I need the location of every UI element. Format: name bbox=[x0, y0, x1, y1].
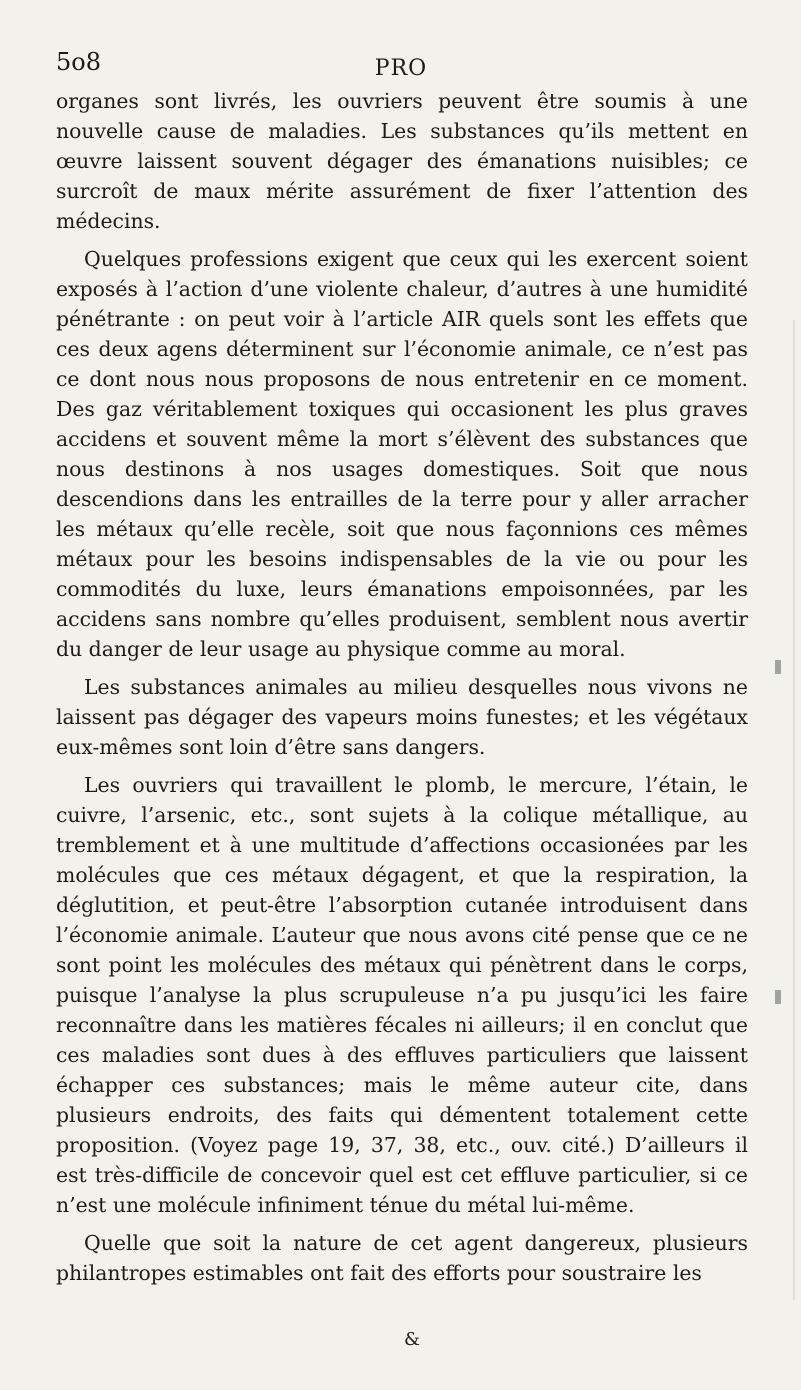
paragraph: Les ouvriers qui travaillent le plomb, le mercure, l’étain, le cuivre, l’arsenic, etc., sont sujets à la colique métallique, au tremblement et à une multitude d’affections occasionées par les molécules que ces métaux dégagent, et que la respiration, la déglutition, et peut-être l’absorption cutanée introduisent dans l’économie animale. L’auteur que nous avons cité pense que ce ne sont point les molécules des métaux qui pénètrent dans le corps, puisque l’analyse la plus scrupuleuse n’a pu jusqu’ici les faire reconnaître dans les matières fécales ni ailleurs; il en conclut que ces maladies sont dues à des effluves particuliers que laissent échapper ces substances; mais le même auteur cite, dans plusieurs endroits, des faits qui démentent totalement cette proposition. (Voyez page 19, 37, 38, etc., ouv. cité.) D’ailleurs il est très-difficile de concevoir quel est cet effluve particulier, si ce n’est une molécule infiniment ténue du métal lui-même. bbox=[56, 773, 748, 1217]
page-number: 5o8 bbox=[56, 48, 101, 76]
signature-mark: & bbox=[404, 1329, 421, 1350]
page-header bbox=[56, 48, 746, 88]
body-text bbox=[56, 86, 748, 1296]
margin-mark bbox=[775, 660, 781, 674]
page-edge-line bbox=[793, 320, 795, 1300]
paragraph: Les substances animales au milieu desquelles nous vivons ne laissent pas dégager des vapeurs moins funestes; et les végétaux eux-mêmes sont loin d’être sans dangers. bbox=[56, 675, 748, 759]
paragraph: organes sont livrés, les ouvriers peuvent être soumis à une nouvelle cause de maladies. Les substances qu’ils mettent en œuvre laissent souvent dégager des émanations nuisibles; ce surcroît de maux mérite assurément de fixer l’attention des médecins. bbox=[56, 89, 748, 233]
margin-mark bbox=[775, 990, 781, 1004]
running-head: PRO bbox=[374, 56, 428, 81]
paragraph: Quelques professions exigent que ceux qui les exercent soient exposés à l’action d’une violente chaleur, d’autres à une humidité pénétrante : on peut voir à l’article AIR quels sont les effets que ces deux agens déterminent sur l’économie animale, ce n’est pas ce dont nous nous proposons de nous entretenir en ce moment. Des gaz véritablement toxiques qui occasionent les plus graves accidens et souvent même la mort s’élèvent des substances que nous destinons à nos usages domestiques. Soit que nous descendions dans les entrailles de la terre pour y aller arracher les métaux qu’elle recèle, soit que nous façonnions ces mêmes métaux pour les besoins indispensables de la vie ou pour les commodités du luxe, leurs émanations empoisonnées, par les accidens sans nombre qu’elles produisent, semblent nous avertir du danger de leur usage au physique comme au moral. bbox=[56, 247, 748, 661]
paragraph: Quelle que soit la nature de cet agent dangereux, plusieurs philantropes estimables ont fait des efforts pour soustraire les bbox=[56, 1231, 748, 1285]
